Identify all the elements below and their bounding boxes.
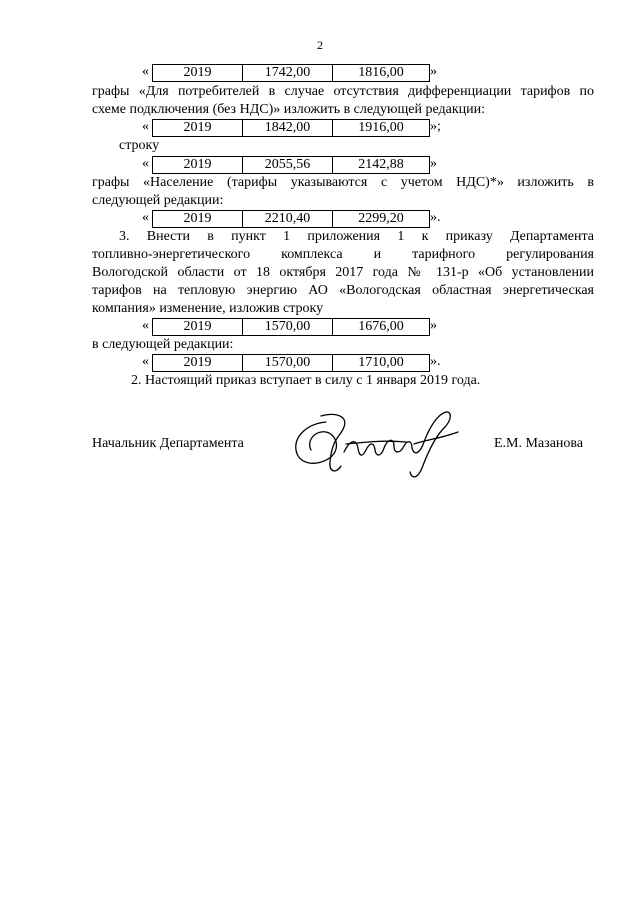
value-cell: 2142,88 [333, 157, 430, 174]
value-cell: 2055,56 [243, 157, 333, 174]
value-cell: 1916,00 [333, 120, 430, 137]
value-cell: 2299,20 [333, 211, 430, 228]
handwritten-signature [286, 402, 466, 482]
tariff-table-row-3 [152, 156, 430, 174]
tariff-table-row-6 [152, 354, 430, 372]
value-cell: 1710,00 [333, 355, 430, 372]
paragraph-line: компания» изменение, изложив строку [92, 301, 324, 316]
year-cell: 2019 [153, 65, 243, 82]
paragraph-line: Вологодской области от 18 октября 2017 года № 131-р «Об установлении [92, 265, 594, 280]
value-cell: 1742,00 [243, 65, 333, 82]
value-cell: 2210,40 [243, 211, 333, 228]
value-cell: 1816,00 [333, 65, 430, 82]
quote-open: « [142, 119, 149, 134]
year-cell: 2019 [153, 157, 243, 174]
value-cell: 1676,00 [333, 319, 430, 336]
tariff-table-row-4 [152, 210, 430, 228]
value-cell: 1570,00 [243, 355, 333, 372]
quote-open: « [142, 64, 149, 79]
page-number: 2 [317, 38, 323, 52]
quote-close: ». [430, 354, 441, 369]
quote-open: « [142, 156, 149, 171]
quote-close: »; [430, 119, 441, 134]
year-cell: 2019 [153, 120, 243, 137]
signatory-position: Начальник Департамента [92, 436, 244, 451]
quote-open: « [142, 354, 149, 369]
quote-close: » [430, 64, 437, 79]
quote-open: « [142, 210, 149, 225]
quote-close: » [430, 156, 437, 171]
year-cell: 2019 [153, 211, 243, 228]
paragraph-line: графы «Население (тарифы указываются с учетом НДС)*» изложить в [92, 175, 594, 190]
value-cell: 1842,00 [243, 120, 333, 137]
paragraph-line: 2. Настоящий приказ вступает в силу с 1 января 2019 года. [131, 373, 481, 388]
tariff-table-row-1 [152, 64, 430, 82]
quote-close: ». [430, 210, 441, 225]
paragraph-line: схеме подключения (без НДС)» изложить в следующей редакции: [92, 102, 486, 117]
signatory-name: Е.М. Мазанова [494, 436, 584, 451]
paragraph-line: строку [119, 138, 160, 153]
quote-close: » [430, 318, 437, 333]
tariff-table-row-2 [152, 119, 430, 137]
paragraph-line: тарифов на тепловую энергию АО «Вологодская областная энергетическая [92, 283, 594, 298]
quote-open: « [142, 318, 149, 333]
paragraph-line: графы «Для потребителей в случае отсутствия дифференциации тарифов по [92, 84, 594, 99]
tariff-table-row-5 [152, 318, 430, 336]
paragraph-line: в следующей редакции: [92, 337, 234, 352]
value-cell: 1570,00 [243, 319, 333, 336]
paragraph-line: топливно-энергетического комплекса и тарифного регулирования [92, 247, 594, 262]
paragraph-line: 3. Внести в пункт 1 приложения 1 к приказу Департамента [119, 229, 594, 244]
year-cell: 2019 [153, 319, 243, 336]
year-cell: 2019 [153, 355, 243, 372]
paragraph-line: следующей редакции: [92, 193, 224, 208]
